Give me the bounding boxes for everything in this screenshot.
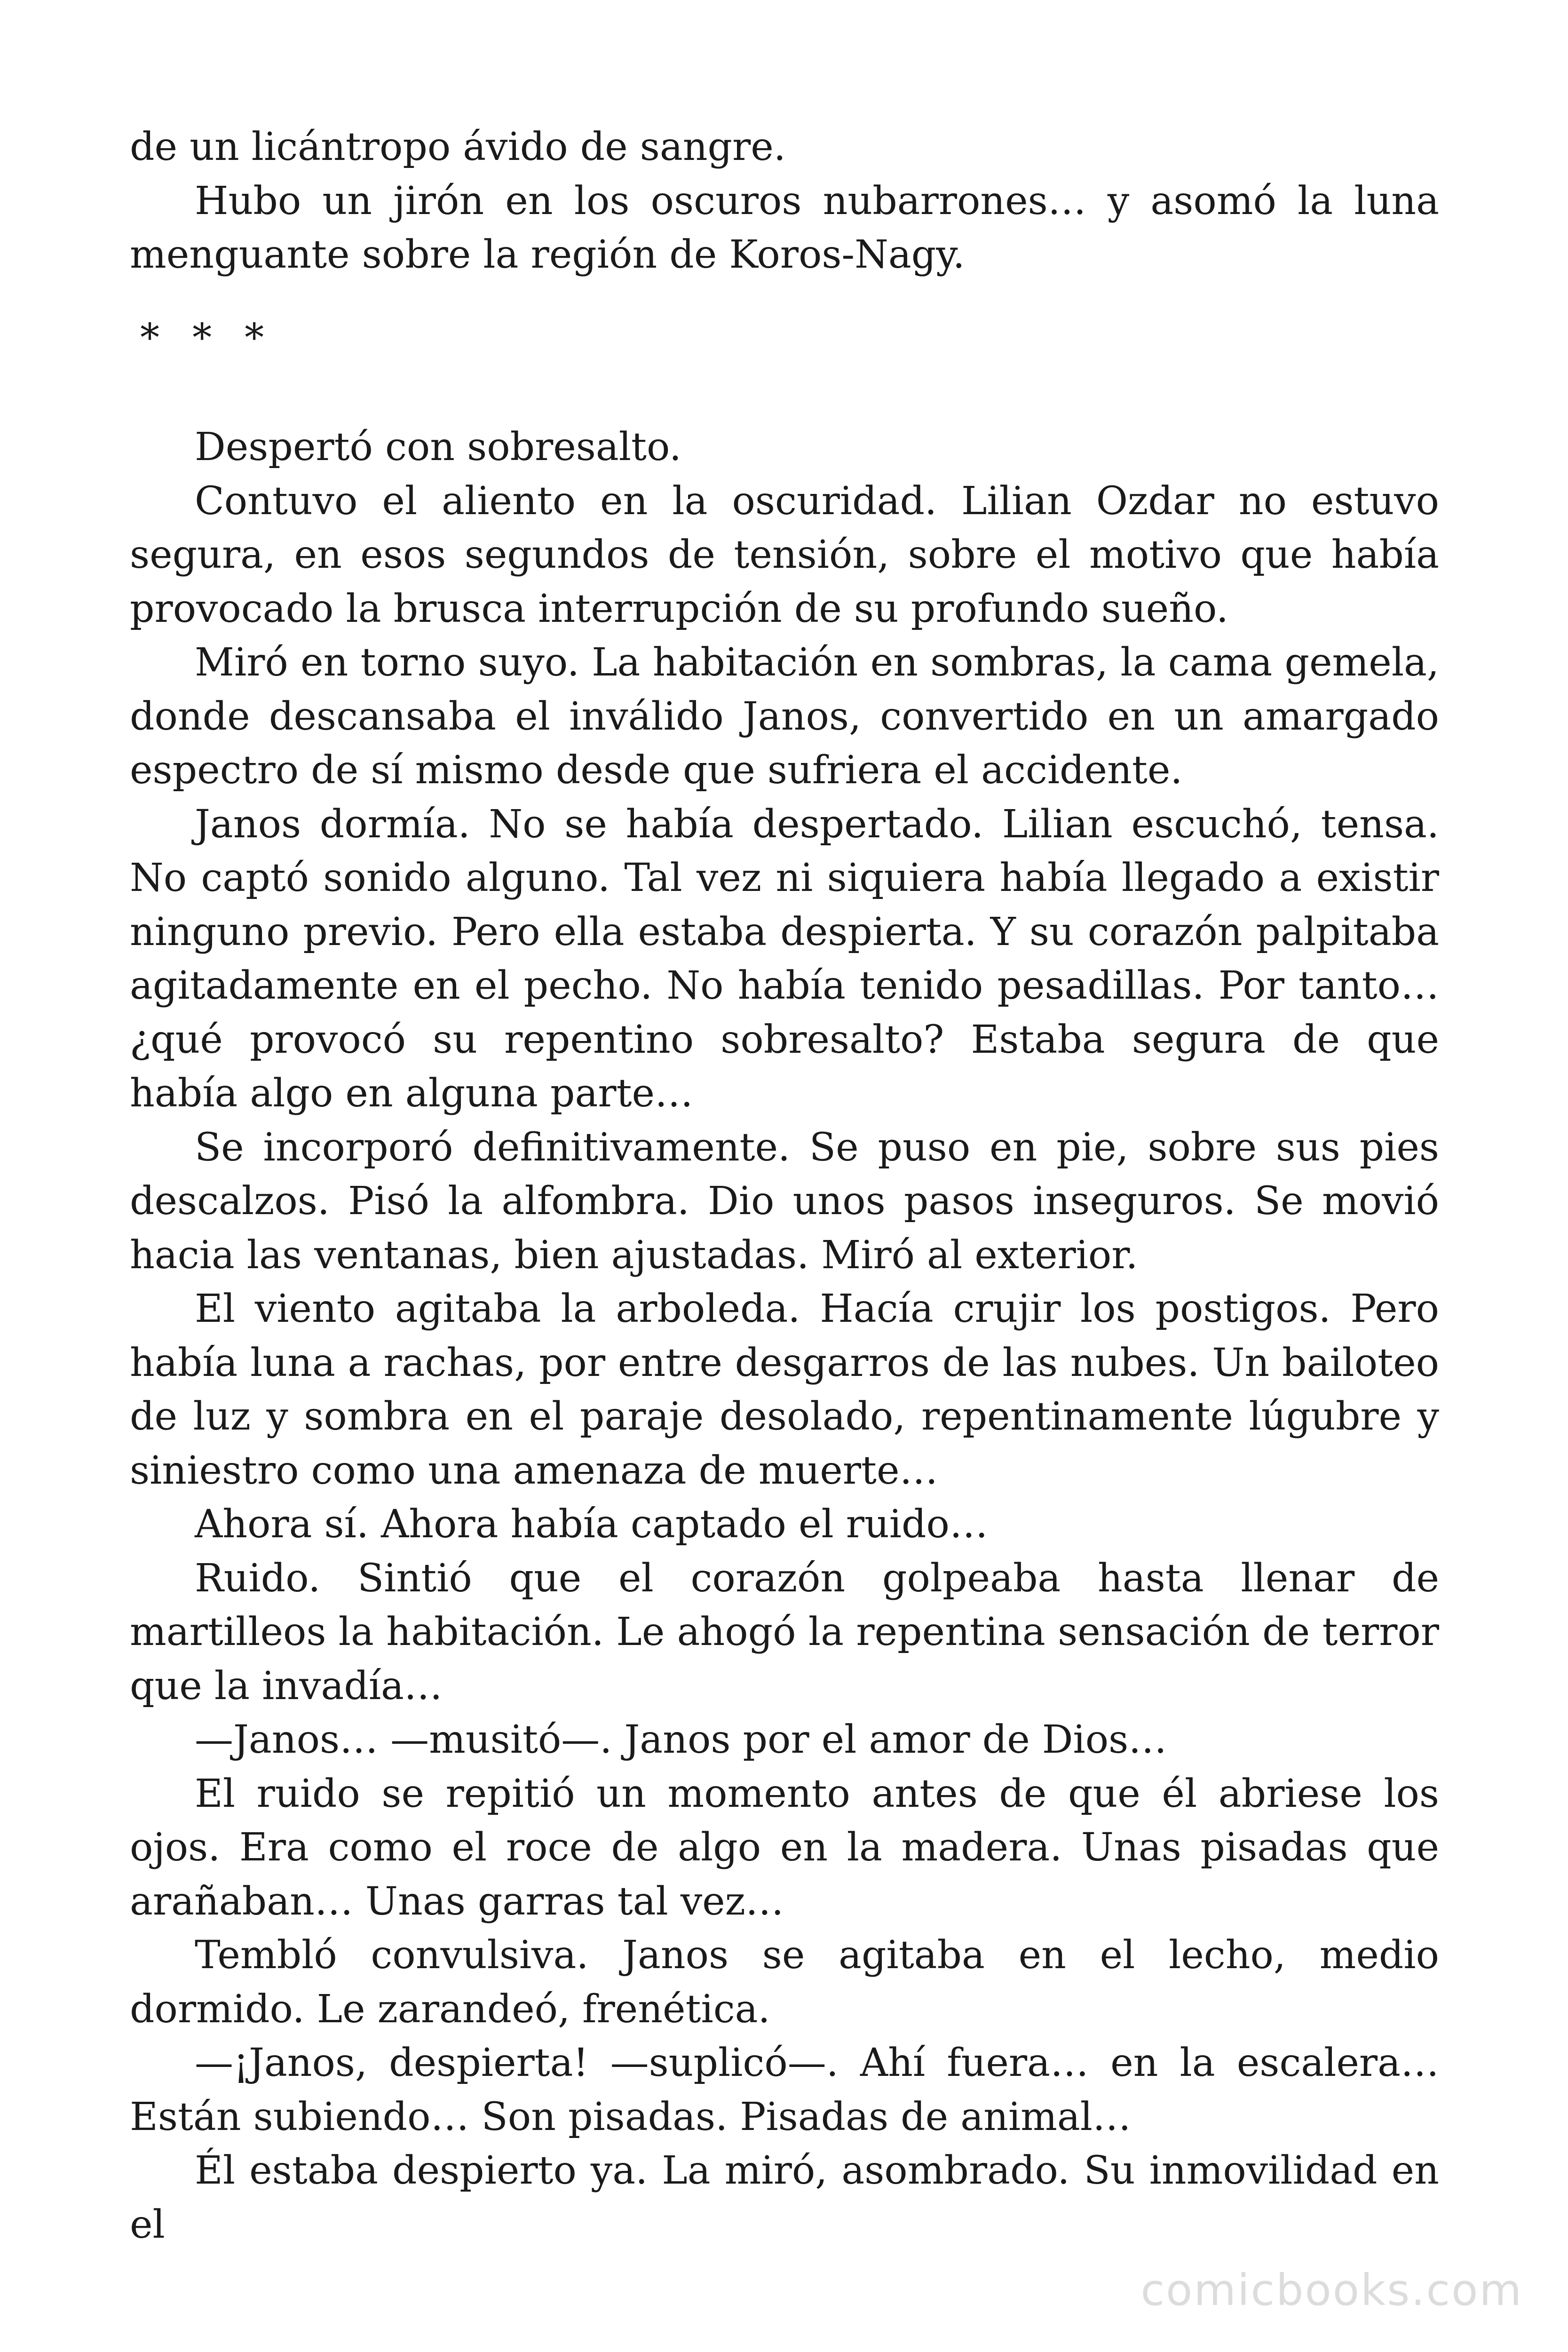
paragraph: El viento agitaba la arboleda. Hacía crujir los postigos. Pero había luna a rachas, por entre desgarros de las nubes. Un bailoteo de luz y sombra en el paraje desolado, repentinamente lúgubre y siniestro como una amenaza de muerte… (130, 1287, 1439, 1493)
watermark: comicbooks.com (1140, 2265, 1523, 2315)
scene-separator: * * * (140, 315, 275, 360)
paragraph: Janos dormía. No se había despertado. Lilian escuchó, tensa. No captó sonido alguno. Tal vez ni siquiera había llegado a existir ninguno previo. Pero ella estaba despierta. Y su corazón palpitaba agitadamente en el pecho. No había tenido pesadillas. Por tanto… ¿qué provocó su repentino sobresalto? Estaba segura de que había algo en alguna parte… (130, 802, 1439, 1116)
paragraph: Hubo un jirón en los oscuros nubarrones… y asomó la luna menguante sobre la región de Koros-Nagy. (130, 178, 1439, 277)
paragraph: Miró en torno suyo. La habitación en sombras, la cama gemela, donde descansaba el inválido Janos, convertido en un amargado espectro de sí mismo desde que sufriera el accidente. (130, 640, 1439, 793)
paragraph: Se incorporó definitivamente. Se puso en pie, sobre sus pies descalzos. Pisó la alfombra. Dio unos pasos inseguros. Se movió hacia las ventanas, bien ajustadas. Miró al exterior. (130, 1125, 1439, 1278)
body-text (130, 120, 1439, 2252)
paragraph: Ahora sí. Ahora había captado el ruido… (195, 1502, 988, 1547)
paragraph: El ruido se repitió un momento antes de que él abriese los ojos. Era como el roce de algo en la madera. Unas pisadas que arañaban… Unas garras tal vez… (130, 1771, 1439, 1924)
paragraph: Ruido. Sintió que el corazón golpeaba hasta llenar de martilleos la habitación. Le ahogó la repentina sensación de terror que la invadía… (130, 1556, 1439, 1708)
dialogue-line: —Janos… —musitó—. Janos por el amor de Dios… (195, 1717, 1167, 1762)
paragraph: Tembló convulsiva. Janos se agitaba en el lecho, medio dormido. Le zarandeó, frenética. (130, 1933, 1439, 2032)
paragraph: Él estaba despierto ya. La miró, asombrado. Su inmovilidad en el (130, 2148, 1439, 2247)
paragraph: Despertó con sobresalto. (195, 425, 681, 469)
paragraph: Contuvo el aliento en la oscuridad. Lilian Ozdar no estuvo segura, en esos segundos de tensión, sobre el motivo que había provocado la brusca interrupción de su profundo sueño. (130, 478, 1439, 631)
paragraph-continuation: de un licántropo ávido de sangre. (130, 125, 786, 169)
dialogue-line: —¡Janos, despierta! —suplicó—. Ahí fuera… en la escalera… Están subiendo… Son pisadas. Pisadas de animal… (130, 2041, 1439, 2139)
